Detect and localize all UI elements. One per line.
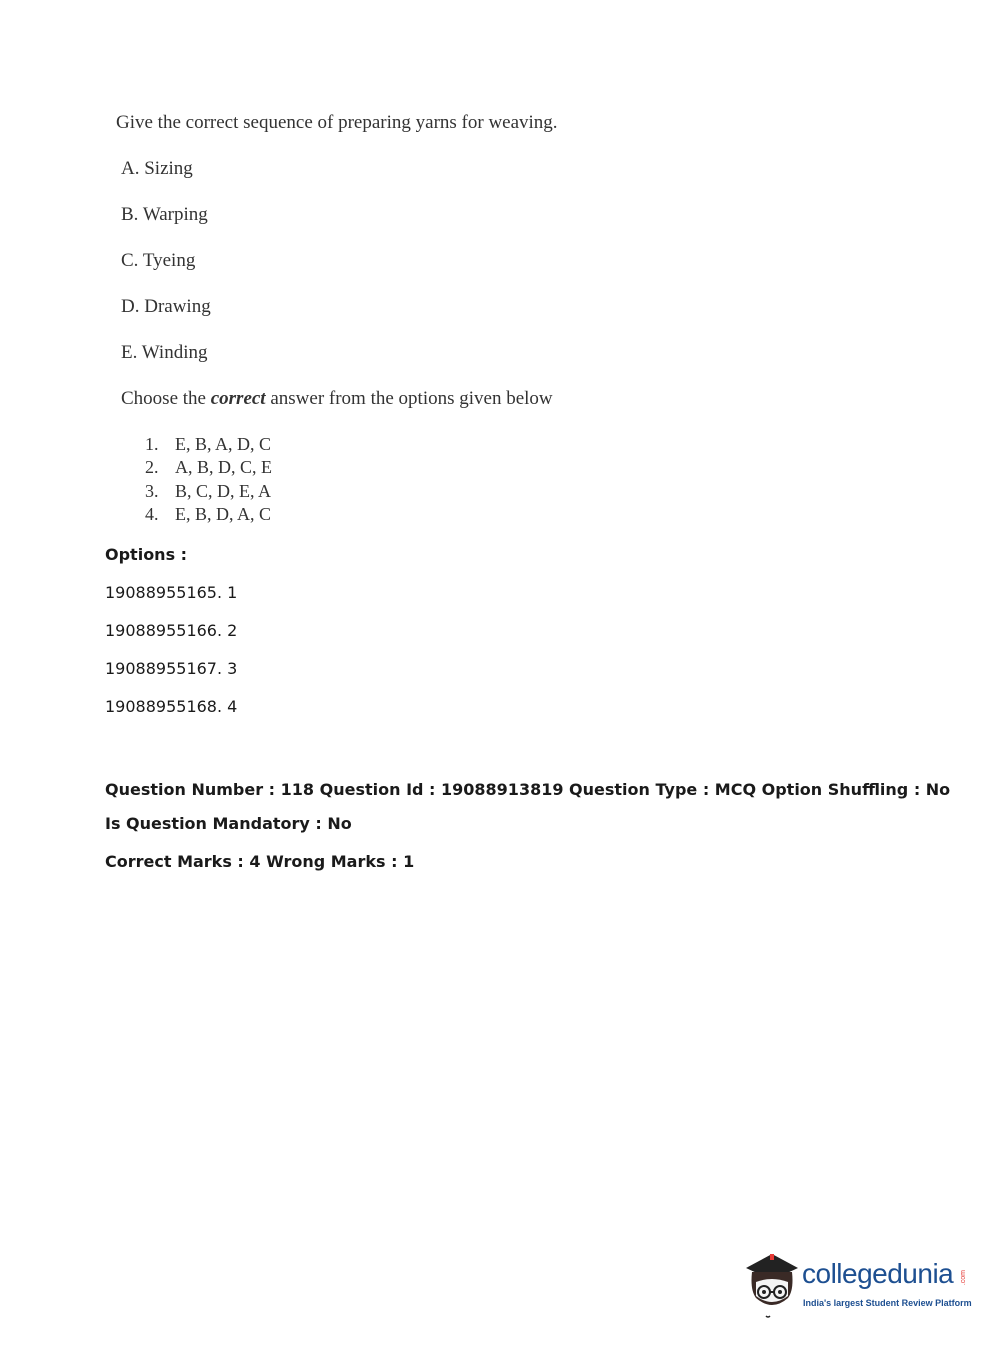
sequence-item — [145, 504, 271, 525]
logo-wordmark: collegedunia — [802, 1258, 954, 1289]
sequence-number: 4. — [145, 504, 159, 524]
option-item: 19088955168. 4 — [105, 697, 238, 716]
sequence-number: 1. — [145, 434, 159, 454]
sequence-text: B, C, D, E, A — [175, 481, 272, 501]
choose-instruction — [121, 388, 553, 410]
options-heading: Options : — [105, 545, 188, 564]
option-item: 19088955167. 3 — [105, 659, 238, 678]
option-item: 19088955165. 1 — [105, 583, 238, 602]
question-item: D. Drawing — [121, 296, 211, 317]
question-meta-line3: Correct Marks : 4 Wrong Marks : 1 — [105, 852, 415, 871]
question-meta-line1: Question Number : 118 Question Id : 19088913819 Question Type : MCQ Option Shuffling : No — [105, 780, 951, 799]
question-item: A. Sizing — [121, 158, 193, 179]
question-item: E. Winding — [121, 342, 208, 363]
choose-emphasis: correct — [210, 388, 266, 409]
sequence-number: 3. — [145, 481, 159, 501]
question-meta-line2: Is Question Mandatory : No — [105, 814, 352, 833]
sequence-item — [145, 481, 271, 502]
question-item: C. Tyeing — [121, 250, 196, 271]
logo-com: .com — [960, 1270, 967, 1286]
logo-tagline: India's largest Student Review Platform — [803, 1298, 972, 1308]
sequence-item — [145, 434, 271, 455]
option-item: 19088955166. 2 — [105, 621, 238, 640]
question-item: B. Warping — [121, 204, 208, 225]
sequence-text: A, B, D, C, E — [175, 457, 273, 477]
choose-suffix: answer from the options given below — [265, 388, 553, 409]
graduate-mascot-icon — [742, 1250, 802, 1320]
question-text: Give the correct sequence of preparing yarns for weaving. — [116, 112, 558, 133]
sequence-item — [145, 457, 272, 478]
sequence-text: E, B, D, A, C — [175, 504, 272, 524]
collegedunia-logo — [742, 1250, 972, 1320]
choose-prefix: Choose the — [121, 388, 211, 409]
sequence-text: E, B, A, D, C — [175, 434, 272, 454]
sequence-number: 2. — [145, 457, 159, 477]
